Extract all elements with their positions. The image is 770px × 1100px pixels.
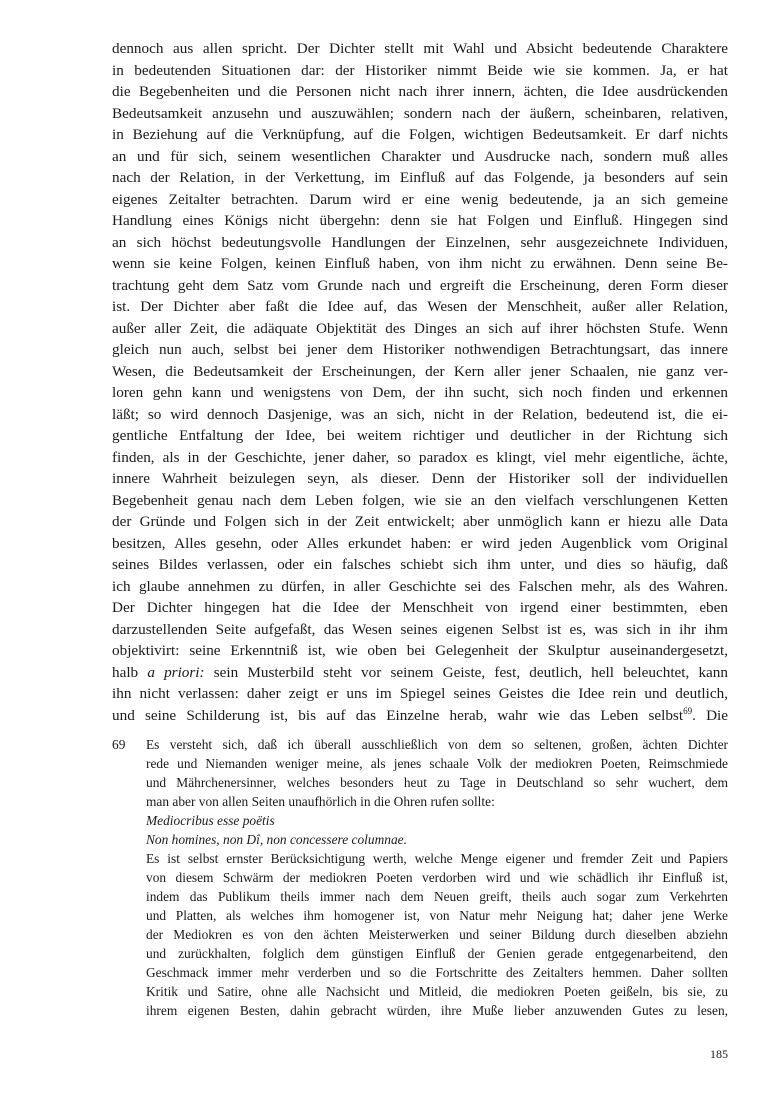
body-line: der Gründe und Folgen sich in der Zeit entwickelt; aber unmöglich kann er hiezu alle Data xyxy=(112,513,728,530)
body-line: Begebenheit genau nach dem Leben folgen, wie sie an den vielfach verschlungenen Ketten xyxy=(112,491,728,509)
body-line: gleich nun auch, selbst bei jener dem Historiker nothwendigen Betrachtungsart, das innere xyxy=(112,341,728,358)
body-line: finden, als in der Geschichte, jener daher, so paradox es klingt, viel mehr eigentliche, ächte, xyxy=(112,448,728,466)
footnote-line: der Mediokren es von den ächten Meisterwerken und seiner Bildung durch dieselben abziehn xyxy=(146,927,728,942)
footnote-quote-line: Non homines, non Dî, non concessere columnae. xyxy=(146,832,407,847)
body-line: wenn sie keine Folgen, keinen Einfluß haben, von ihm nicht zu erwähnen. Denn seine Be- xyxy=(112,255,728,272)
body-line: in bedeutenden Situationen dar: der Historiker nimmt Beide wie sie kommen. Ja, er hat xyxy=(112,61,728,79)
a-priori-italic: a priori: xyxy=(147,663,205,681)
footnote xyxy=(112,735,728,1020)
page-number: 185 xyxy=(710,1047,728,1061)
body-line: ihn nicht verlassen: daher zeigt er uns im Spiegel seines Geistes die Idee rein und deutlich, xyxy=(112,685,728,702)
body-line: an und für sich, seinem wesentlichen Charakter und Ausdrucke nach, sondern muß alles xyxy=(112,147,728,165)
footnote-line: Kritik und Satire, ohne alle Nachsicht und Mitleid, die mediokren Poeten geißeln, bis sie, zu xyxy=(146,984,728,999)
footnote-line: indem das Publikum theils immer nach dem Neuen greift, theils auch sogar zum Verkehrten xyxy=(146,889,728,904)
main-text xyxy=(112,38,728,726)
body-line: seines Bildes verlassen, oder ein falsches schiebt sich ihm unter, und dies so häufig, daß xyxy=(112,556,728,573)
body-line: Handlung eines Königs nicht übergehn: denn sie hat Folgen und Einfluß. Hingegen sind xyxy=(112,212,728,229)
footnote-line: Es ist selbst ernster Berücksichtigung werth, welche Menge eigener und fremder Zeit und Papiers xyxy=(146,851,728,866)
body-line: nach der Relation, in der Verkettung, im Einfluß auf das Folgende, ja besonders auf sein xyxy=(112,169,728,186)
body-line: die Begebenheiten und die Personen nicht nach ihrer innern, ächten, die Idee ausdrückenden xyxy=(112,83,728,100)
body-line-last xyxy=(112,705,728,727)
footnote-line: Es versteht sich, daß ich überall ausschließlich von dem so seltenen, großen, ächten Dichter xyxy=(146,737,728,752)
body-line: in Beziehung auf die Verknüpfung, auf die Folgen, wichtigen Bedeutsamkeit. Er darf nichts xyxy=(112,126,728,143)
body-line-a-priori xyxy=(112,662,728,684)
footnote-line: von diesem Schwärm der mediokren Poeten verdorben wird und wie schädlich ihr Einfluß ist, xyxy=(146,870,728,885)
footnote-line: und zurückhalten, folglich dem günstigen Einfluß der Genien gerade entgegenarbeitend, den xyxy=(146,946,728,961)
footnote-quote-line: Mediocribus esse poëtis xyxy=(146,813,275,828)
body-line: objektivirt: seine Erkenntniß ist, wie oben bei Gelegenheit der Skulptur auseinandergesetzt, xyxy=(112,642,728,659)
body-line: ist. Der Dichter aber faßt die Idee auf, das Wesen der Menschheit, außer aller Relation, xyxy=(112,298,728,315)
footnote-reference[interactable]: 69 xyxy=(683,705,693,716)
footnote-line: man aber von allen Seiten unaufhörlich in die Ohren rufen sollte: xyxy=(146,794,495,809)
body-line: loren gehn kann und wenigstens von Dem, der ihn sucht, sich noch finden und erkennen xyxy=(112,384,728,401)
body-line: an sich höchst bedeutungsvolle Handlungen der Einzelnen, sehr ausgezeichnete Individuen, xyxy=(112,233,728,251)
body-line: läßt; so wird dennoch Dasjenige, was an sich, nicht in der Relation, bedeutend ist, die ei- xyxy=(112,405,728,423)
footnote-line: Geschmack immer mehr verderben und so die Fortschritte des Zeitalters hemmen. Daher sollten xyxy=(146,965,728,980)
body-line: gentliche Entfaltung der Idee, bei weitem richtiger und deutlicher in der Richtung sich xyxy=(112,427,728,444)
body-line: innere Wahrheit beizulegen seyn, als dieser. Denn der Historiker soll der individuellen xyxy=(112,470,728,487)
footnote-line: und Mährchenersinner, welches besonders heut zu Tage in Deutschland so sehr wuchert, dem xyxy=(146,775,728,790)
body-line: Wesen, die Bedeutsamkeit der Erscheinungen, der Kern aller jener Schaalen, nie ganz ver- xyxy=(112,362,728,380)
text-segment: und seine Schilderung ist, bis auf das Einzelne herab, wahr wie das Leben selbst xyxy=(112,706,684,724)
text-segment: halb xyxy=(112,663,148,681)
footnote-number: 69 xyxy=(112,737,126,752)
body-line: Der Dichter hingegen hat die Idee der Menschheit von irgend einer bestimmten, eben xyxy=(112,599,728,616)
body-line: Bedeutsamkeit anzusehn und auszuwählen; sondern nach der äußern, scheinbaren, relativen, xyxy=(112,104,728,122)
body-line: dennoch aus allen spricht. Der Dichter stellt mit Wahl und Absicht bedeutende Charaktere xyxy=(112,40,728,57)
body-line: eigenes Zeitalter betrachten. Darum wird er eine wenig bedeutende, ja an sich gemeine xyxy=(112,190,728,208)
body-line: trachtung geht dem Satz vom Grunde nach und ergreift die Erscheinung, deren Form dieser xyxy=(112,276,728,294)
text-segment: sein Musterbild steht vor seinem Geiste, fest, deutlich, hell beleuchtet, kann xyxy=(204,663,728,681)
body-line: darzustellenden Seite aufgefaßt, das Wesen seines eigenen Selbst ist es, was sich in ihr ihm xyxy=(112,620,728,638)
body-line: ich glaube annehmen zu dürfen, in aller Geschichte sei des Falschen mehr, als des Wahren. xyxy=(112,577,728,595)
footnote-line: rede und Niemanden weniger meine, als jenes schaale Volk der mediokren Poeten, Reimschmiede xyxy=(146,756,728,771)
body-line: außer aller Zeit, die adäquate Objektität des Dinges an sich auf ihrer höchsten Stufe. Wenn xyxy=(112,319,728,337)
footnote-body xyxy=(146,735,728,1020)
text-segment: . Die xyxy=(692,706,728,724)
footnote-line: ihrem eigenen Besten, dahin gebracht würden, ihre Muße lieber anzuwenden Gutes zu lesen, xyxy=(146,1003,728,1018)
footnote-line: und Platten, als welches ihm homogener ist, von Natur mehr Neigung hat; daher jene Werke xyxy=(146,908,728,923)
body-line: besitzen, Alles gesehn, oder Alles erkundet haben: er wird jeden Augenblick vom Original xyxy=(112,534,728,552)
